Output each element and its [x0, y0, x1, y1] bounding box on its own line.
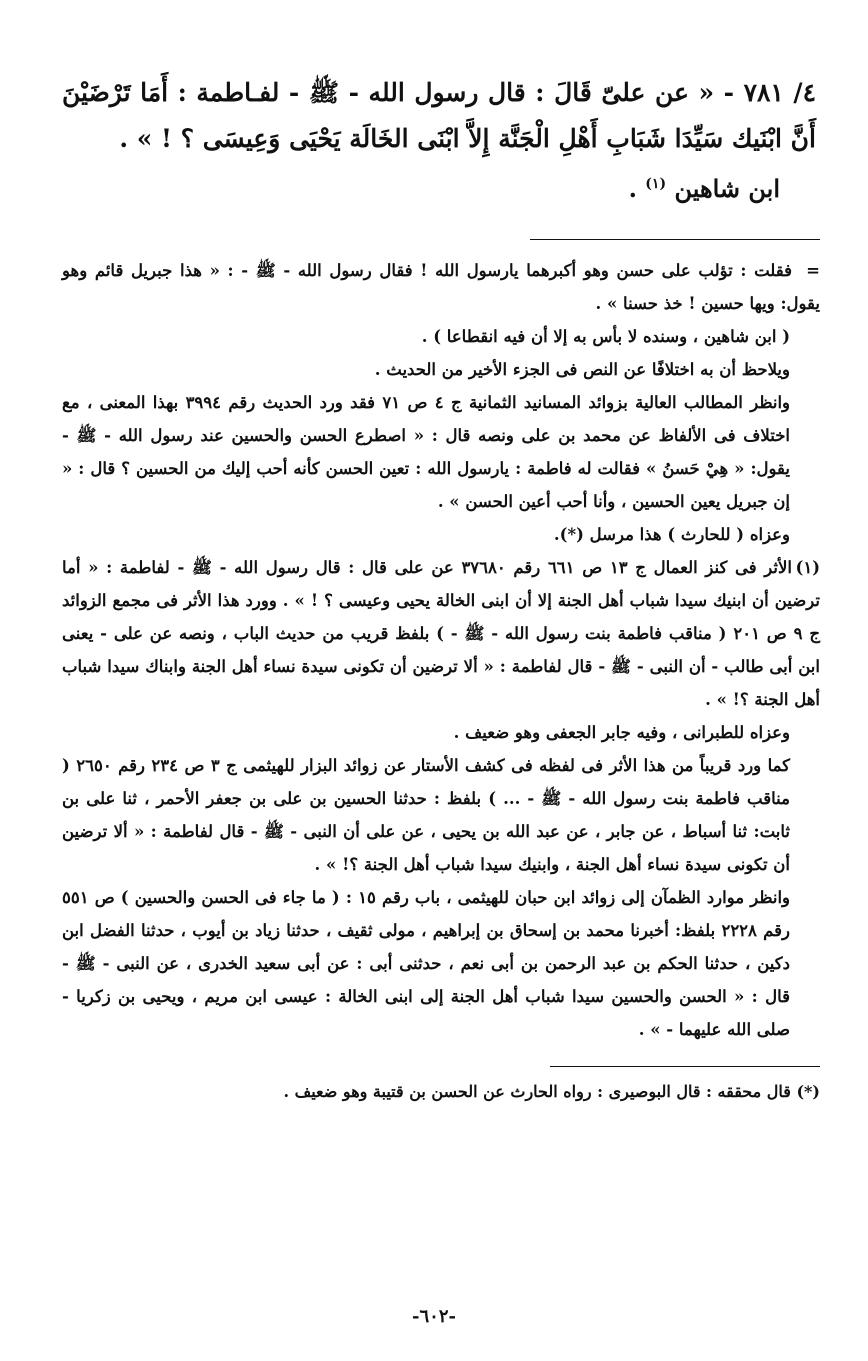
note-paragraph: ( ابن شاهين ، وسنده لا بأس به إلا أن فيه انقطاعا ) .: [421, 327, 790, 346]
continuation-marker: =: [806, 261, 820, 280]
page-number: -٦٠٢-: [412, 1306, 456, 1327]
note-paragraph: =فقلت : تؤلب على حسن وهو أكبرهما يارسول الله ! فقال رسول الله - ﷺ - : « هذا جبريل قائم وهو يقول: ويها حسين ! خذ حسنا » .: [62, 254, 820, 320]
hadith-source-name: ابن شاهين: [674, 174, 780, 203]
footnote-paragraph: وعزاه للطبرانى ، وفيه جابر الجعفى وهو ضعيف .: [453, 723, 790, 742]
footnote-paragraph: كما ورد قريباً من هذا الأثر فى لفظه فى كشف الأستار عن زوائد البزار للهيثمى ج ٣ ص ٢٣٤ رقم ٢٦٥٠ ( مناقب فاطمة بنت رسول الله - ﷺ - ... ) بلفظ : حدثنا الحسين بن على بن جعفر الأحمر ، ثنا على بن ثابت: ثنا أسباط ، عن جابر ، عن عبد الله بن يحيى ، عن على أن النبى - ﷺ - قال لفاطمة : « ألا ترضين أن تكونى سيدة نساء أهل الجنة ، وابنيك سيدا شباب أهل الجنة ؟! » .: [62, 756, 790, 874]
star-note: (*) قال محققه : قال البوصيرى : رواه الحارث عن الحسن بن قتيبة وهو ضعيف .: [283, 1082, 820, 1101]
footnote-marker: (١): [795, 558, 820, 577]
note-paragraph: وعزاه ( للحارث ) هذا مرسل (*).: [553, 525, 790, 544]
footnote-divider: [530, 239, 820, 240]
footnote-paragraph: (١)الأثر فى كنز العمال ج ١٣ ص ٦٦١ رقم ٣٧٦٨٠ عن على قال : قال رسول الله - ﷺ - لفاطمة : « أما ترضين أن ابنيك سيدا شباب أهل الجنة إلا أن ابنى الخالة يحيى وعيسى ؟ ! » . وورد هذا الأثر فى مجمع الزوائد ج ٩ ص ٢٠١ ( مناقب فاطمة بنت رسول الله - ﷺ - ) بلفظ قريب من حديث الباب ، ونصه عن على - يعنى ابن أبى طالب - أن النبى - ﷺ - قال لفاطمة : « ألا ترضين أن تكونى سيدة نساء أهل الجنة وابناك سيدا شباب أهل الجنة ؟! » .: [62, 551, 820, 716]
hadith-source: [62, 164, 780, 209]
footnotes-section: [62, 254, 820, 1046]
note-paragraph: ويلاحظ أن به اختلافًا عن النص فى الجزء الأخير من الحديث .: [374, 360, 790, 379]
hadith-source-end: .: [628, 174, 637, 203]
hadith-footnote-ref: (١): [645, 176, 667, 192]
footnote-paragraph: وانظر موارد الظمآن إلى زوائد ابن حبان للهيثمى ، باب رقم ١٥ : ( ما جاء فى الحسن والحسين ) ص ٥٥١ رقم ٢٢٢٨ بلفظ: أخبرنا محمد بن إسحاق بن إبراهيم ، مولى ثقيف ، حدثنا زياد بن أيوب ، حدثنا الفضل ابن دكين ، حدثنا الحكم بن عبد الرحمن بن أبى نعم ، حدثنى أبى : عن أبى سعيد الخدرى ، عن النبى - ﷺ - قال : « الحسن والحسين سيدا شباب أهل الجنة إلى ابنى الخالة : عيسى ابن مريم ، ويحيى بن زكريا - صلى الله عليهما - » .: [62, 888, 791, 1039]
hadith-text: ٤/ ٧٨١ - « عن علىّ قَالَ : قال رسول الله - ﷺ - لفـاطمة : أَمَا تَرْضَيْنَ أَنَّ ابْنَيك سَيِّدَا شَبَابِ أَهْلِ الْجَنَّة إِلاَّ ابْنَى الخَالَة يَحْيَى وَعِيسَى ؟ ! » .: [62, 78, 816, 153]
star-note-divider: [550, 1066, 820, 1067]
note-paragraph: وانظر المطالب العالية بزوائد المسانيد الثمانية ج ٤ ص ٧١ فقد ورد الحديث رقم ٣٩٩٤ بهذا المعنى ، مع اختلاف فى الألفاظ عن محمد بن على ونصه قال : « اصطرع الحسن والحسين عند رسول الله - ﷺ - يقول: « هِيْ حَسنُ » فقالت له فاطمة : يارسول الله : تعين الحسن كأنه أحب إليك من الحسين ؟ قال : « إن جبريل يعين الحسين ، وأنا أحب أعين الحسن » .: [62, 393, 790, 511]
